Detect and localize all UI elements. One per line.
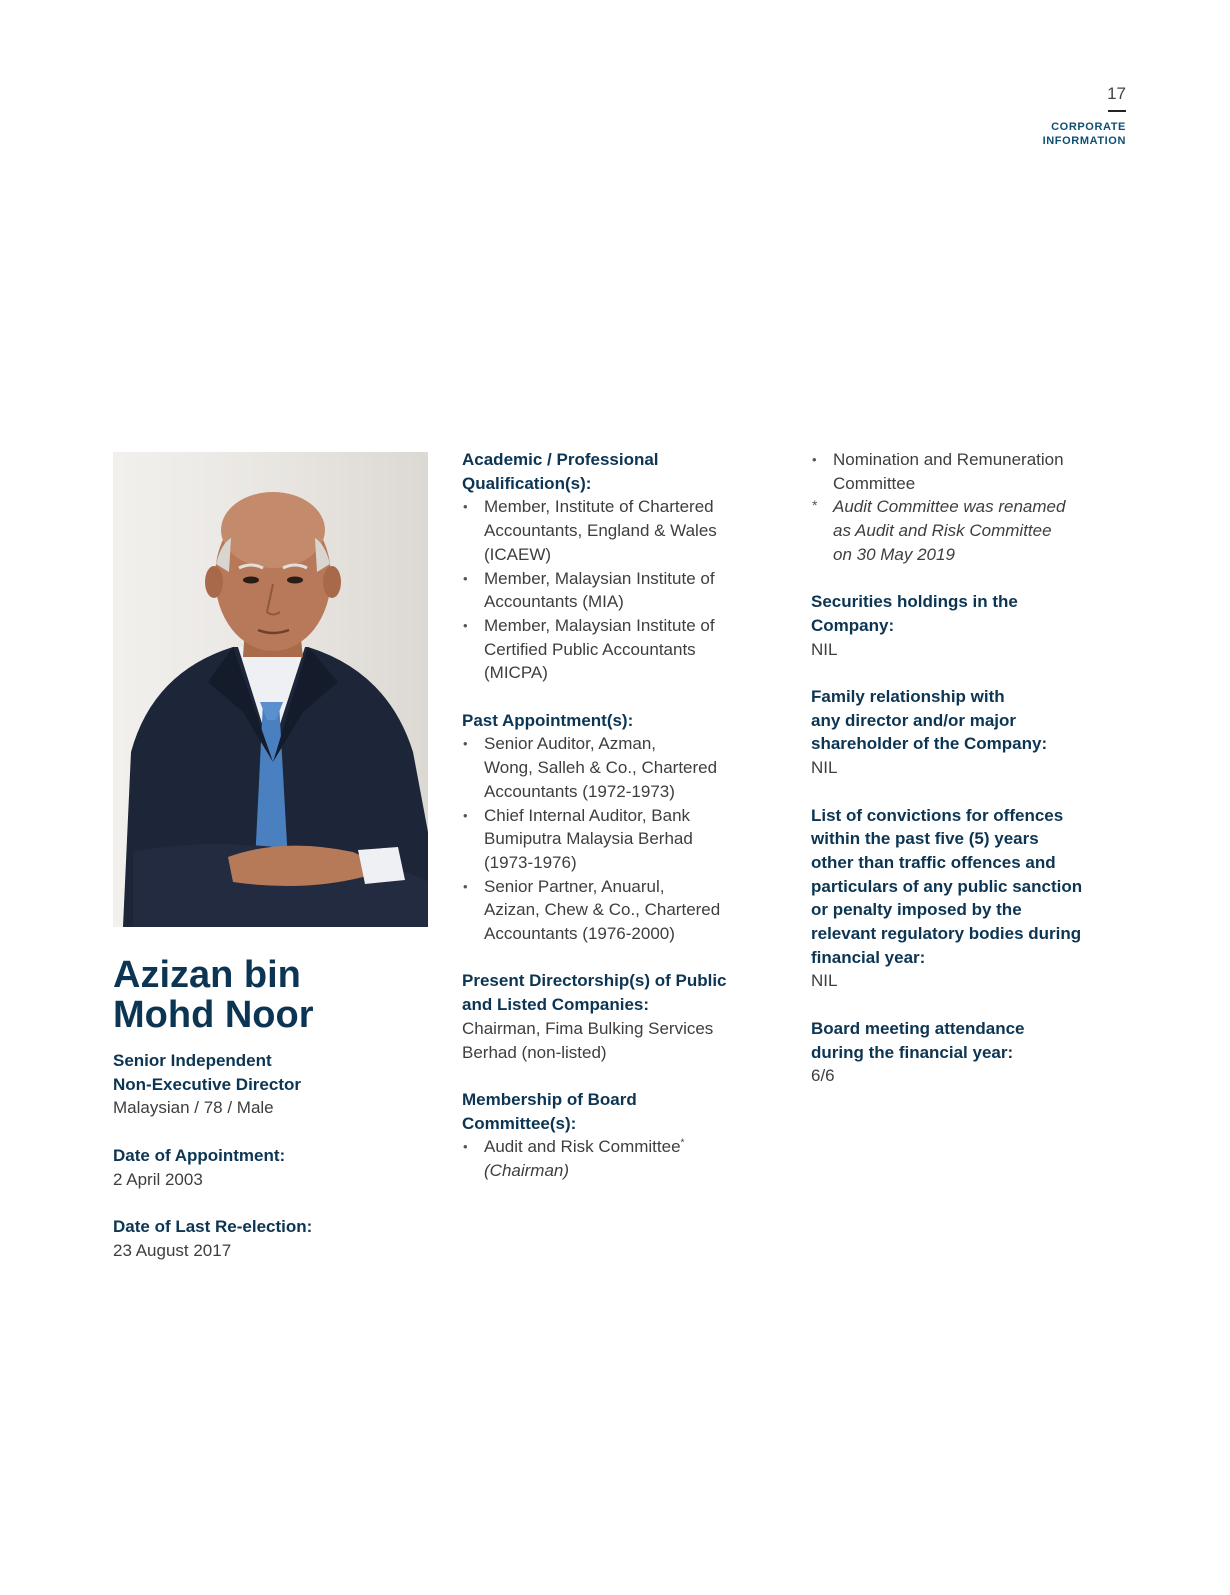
director-portrait [113, 452, 428, 927]
securities-value: NIL [811, 639, 838, 659]
section-label-line: CORPORATE [1051, 121, 1126, 133]
list-item: • Senior Auditor, Azman, Wong, Salleh & Co., Chartered Accountants (1972-1973) [462, 732, 772, 803]
page-number-rule [1108, 110, 1126, 112]
reelection-value: 23 August 2017 [113, 1240, 232, 1260]
convictions-value: NIL [811, 971, 838, 991]
attendance-heading: Board meeting attendance during the financial year: [811, 1018, 1025, 1062]
convictions-heading: List of convictions for offences within the past five (5) years other than traffic offences and particulars of any public sanction or penalty imposed by the relevant regulatory bodies during financial year: [811, 805, 1083, 967]
appointment-value: 2 April 2003 [113, 1169, 203, 1189]
qualifications-heading-line: Academic / Professional [462, 450, 659, 469]
list-item: • Chief Internal Auditor, Bank Bumiputra Malaysia Berhad (1973-1976) [462, 804, 772, 875]
page-header [1043, 84, 1126, 148]
family-value: NIL [811, 758, 838, 778]
list-item: • Nomination and Remuneration Committee [811, 448, 1131, 495]
qualifications-heading [462, 448, 772, 495]
securities-heading: Securities holdings in the Company: [811, 592, 1018, 635]
profile-column [113, 955, 443, 1262]
list-item: • Audit and Risk Committee* (Chairman) [462, 1135, 772, 1182]
footnote-mark: * [680, 1137, 685, 1149]
appointment-label: Date of Appointment: [113, 1145, 286, 1165]
past-appointments-heading: Past Appointment(s): [462, 710, 634, 730]
section-label [1043, 120, 1126, 148]
committee-footnote: * Audit Committee was renamed as Audit and Risk Committee on 30 May 2019 [811, 495, 1131, 566]
qualifications-heading-line: Qualification(s): [462, 473, 592, 493]
portrait-illustration [113, 452, 428, 927]
list-item: • Senior Partner, Anuarul, Azizan, Chew & Co., Chartered Accountants (1976-2000) [462, 875, 772, 946]
director-title-line: Non-Executive Director [113, 1074, 301, 1094]
committee-role: (Chairman) [484, 1161, 570, 1181]
director-title [113, 1049, 443, 1096]
reelection-label: Date of Last Re-election: [113, 1216, 313, 1236]
present-directorships-text: Chairman, Fima Bulking Services Berhad (non-listed) [462, 1018, 714, 1062]
board-committees-list-continued [811, 448, 1131, 567]
present-directorships-heading: Present Directorship(s) of Public and Listed Companies: [462, 971, 727, 1015]
demographics: Malaysian / 78 / Male [113, 1098, 274, 1118]
director-name-line: Mohd Noor [113, 994, 314, 1036]
section-label-line: INFORMATION [1042, 135, 1126, 147]
family-heading: Family relationship with any director and/or major shareholder of the Company: [811, 687, 1048, 754]
qualifications-list [462, 495, 772, 685]
disclosures-column [811, 448, 1131, 1088]
director-name [113, 955, 443, 1035]
page-number: 17 [1107, 84, 1126, 103]
details-column [462, 448, 772, 1183]
board-committees-list [462, 1135, 772, 1182]
list-item: • Member, Institute of Chartered Accountants, England & Wales (ICAEW) [462, 495, 772, 566]
list-item: • Member, Malaysian Institute of Certified Public Accountants (MICPA) [462, 614, 772, 685]
board-committees-heading: Membership of Board Committee(s): [462, 1089, 637, 1133]
director-title-line: Senior Independent [113, 1051, 272, 1070]
list-item: • Member, Malaysian Institute of Accountants (MIA) [462, 567, 772, 614]
attendance-value: 6/6 [811, 1066, 835, 1086]
past-appointments-list [462, 732, 772, 945]
director-name-line: Azizan bin [113, 954, 301, 996]
